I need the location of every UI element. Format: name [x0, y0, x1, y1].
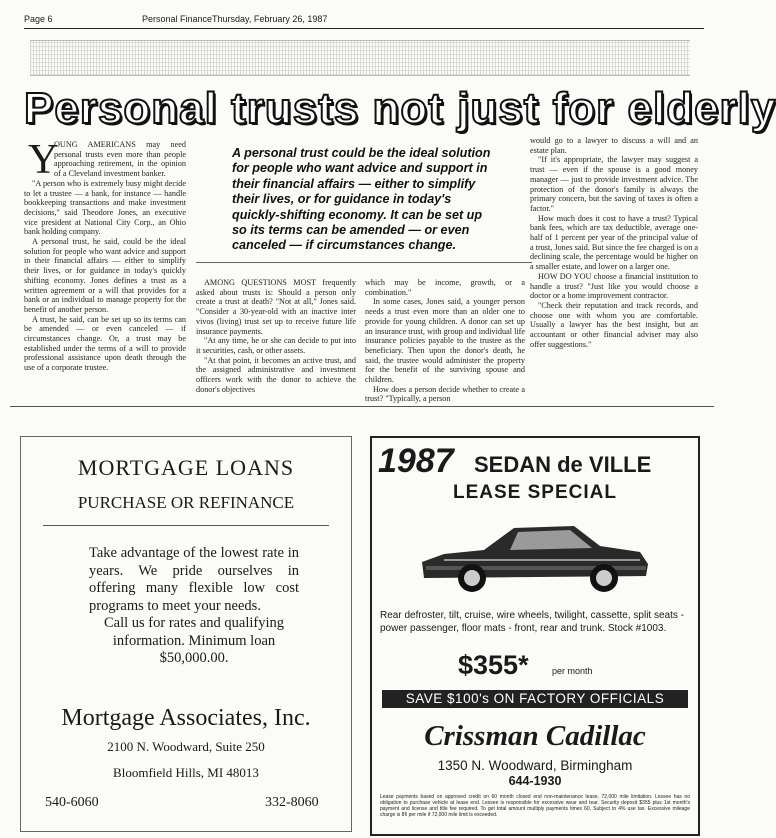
phone-number-1: 540-6060 — [45, 795, 99, 810]
page-header — [24, 14, 704, 28]
dealer-address: 1350 N. Woodward, Birmingham — [437, 758, 633, 773]
lease-price: $355* — [458, 650, 529, 680]
ad-rule — [43, 525, 329, 526]
dealer-name: Crissman Cadillac — [424, 720, 646, 752]
paragraph: In some cases, Jones said, a younger person needs a trust even more than an older one to provide for young children. A donor can set up an insurance trust, with group and individual life insurance policies payable to the trustee as the beneficiary. Then upon the donor's death, he said, the trustee would administer the property for the benefit of the surviving spouse and children. — [365, 297, 525, 385]
page-number: Page 6 — [24, 14, 53, 24]
drop-cap: Y — [28, 137, 59, 183]
paragraph: AMONG QUESTIONS MOST frequently asked about trusts is: Should a person only create a trust at death? "Not at all," Jones said. "Consider a 30-year-old with an inactive inter vivos (living) trust set up to receive future life insurance payments. — [196, 278, 356, 336]
paragraph: A trust, he said, can be set up so its terms can be amended — or even canceled — if circumstances change. Or, a trust may be established under the terms of a will to provide professional assistance upon death through the use of a corporate trustee. — [24, 314, 186, 373]
fine-print: Lease payments based on approved credit on 60 month closed end non-maintenance lease, 72,000 mile limitation. Lessee has no obligation to purchase vehicle at lease end. Lessee is responsible for excessive wear and tear. Security deposit $355 plus 1st month's payment and license and title fee required. To get total amount multiply payments times 60. Subject to 4% use tax. Excessive mileage charge is 8¢ per mile if 72,000 mile limit is exceeded. — [380, 794, 690, 818]
model-name: SEDAN de VILLE — [474, 452, 652, 477]
paragraph: How does a person decide whether to create a trust? "Typically, a person — [365, 384, 525, 404]
company-city: Bloomfield Hills, MI 48013 — [113, 765, 259, 780]
ad-body-text: Take advantage of the lowest rate in years. We pride ourselves in offering many flexible low cost programs to meet your needs. — [89, 545, 299, 614]
pull-quote-rule — [196, 262, 532, 263]
lease-heading: LEASE SPECIAL — [453, 482, 617, 503]
car-illustration — [414, 510, 654, 596]
car-options: Rear defroster, tilt, cruise, wire wheels, twilight, cassette, split seats - power passenger, floor mats - front, rear and trunk. Stock #1003. — [380, 610, 684, 634]
ad-subtitle: PURCHASE OR REFINANCE — [77, 493, 295, 512]
company-address: 2100 N. Woodward, Suite 250 — [107, 739, 265, 754]
article-column-4 — [530, 136, 698, 402]
paragraph: "At any time, he or she can decide to put into it securities, cash, or other assets. — [196, 336, 356, 355]
paragraph: "If it's appropriate, the lawyer may suggest a trust — even if the spouse is a good money manager — just to provide investment advice. The protection of the donor's family is always the primary concern, but the saving of taxes is often a factor." — [530, 155, 698, 213]
model-year: 1987 — [378, 442, 454, 480]
cadillac-ad — [370, 436, 700, 836]
savings-banner: SAVE $100's ON FACTORY OFFICIALS — [382, 690, 688, 708]
phone-number-2: 332-8060 — [265, 795, 319, 810]
dealer-phone: 644-1930 — [508, 774, 562, 788]
article-column-2 — [196, 278, 356, 398]
company-name: Mortgage Associates, Inc. — [61, 705, 311, 731]
issue-date: Thursday, February 26, 1987 — [212, 14, 328, 24]
article-column-3 — [365, 278, 525, 404]
section-divider — [10, 406, 714, 407]
paragraph: which may be income, growth, or a combination." — [365, 278, 525, 297]
paragraph: "At that point, it becomes an active trust, and the assigned administrative and investment officers work with the donor to achieve the donor's objectives — [196, 355, 356, 394]
per-month-label: per month — [552, 666, 593, 676]
paragraph: How much does it cost to have a trust? Typical bank fees, which are tax deductible, average one-half of 1 percent per year of the principal value of a trust, Jones said. But since the fee charged is on a declining scale, the percentage would be higher on a smaller estate, and lower on a larger one. — [530, 213, 698, 272]
article-headline: Personal trusts not just for elderly — [24, 84, 776, 133]
paragraph: would go to a lawyer to discuss a will and an estate plan. — [530, 136, 698, 155]
paragraph: "Check their reputation and track records, and choose one with whom you are comfortable. Usually a lawyer has the best insight, but an accountant or other financial adviser may also offer suggestions." — [530, 300, 698, 349]
decorative-band — [30, 40, 690, 76]
article-column-1 — [24, 137, 186, 402]
paragraph: "A person who is extremely busy might decide to let a trustee — a bank, for instance — handle bookkeeping transactions and make investment decisions," said Theodore Jones, an executive vice president at National City Corp., an Ohio bank holding company. — [24, 178, 186, 237]
paragraph: HOW DO YOU choose a financial institution to handle a trust? "Just like you would choose a doctor or a home improvement contractor. — [530, 271, 698, 301]
section-name: Personal Finance — [142, 14, 213, 24]
ad-title: MORTGAGE LOANS — [77, 455, 295, 480]
header-rule — [24, 28, 704, 29]
ad-body-text-2: Call us for rates and qualifying information. Minimum loan $50,000.00. — [104, 615, 284, 666]
pull-quote: A personal trust could be the ideal solution for people who want advice and support in their financial affairs — either to simplify their lives, or for guidance in today's quickly-shifting economy. It can be set up so its terms can be amended — or even canceled — if circumstances change. — [232, 146, 491, 253]
mortgage-ad — [20, 436, 352, 832]
paragraph: A personal trust, he said, could be the ideal solution for people who want advice and support in their financial affairs — either to simplify their lives, or for guidance in today's quickly shifting economy. Jones defines a trust as a written agreement or a will that provides for a bank or an individual to manage property for the benefit of another person. — [24, 237, 186, 314]
paragraph: OUNG AMERICANS may need personal trusts even more than people approaching retirement, in the opinion of a Cleveland investment banker. — [54, 140, 186, 179]
